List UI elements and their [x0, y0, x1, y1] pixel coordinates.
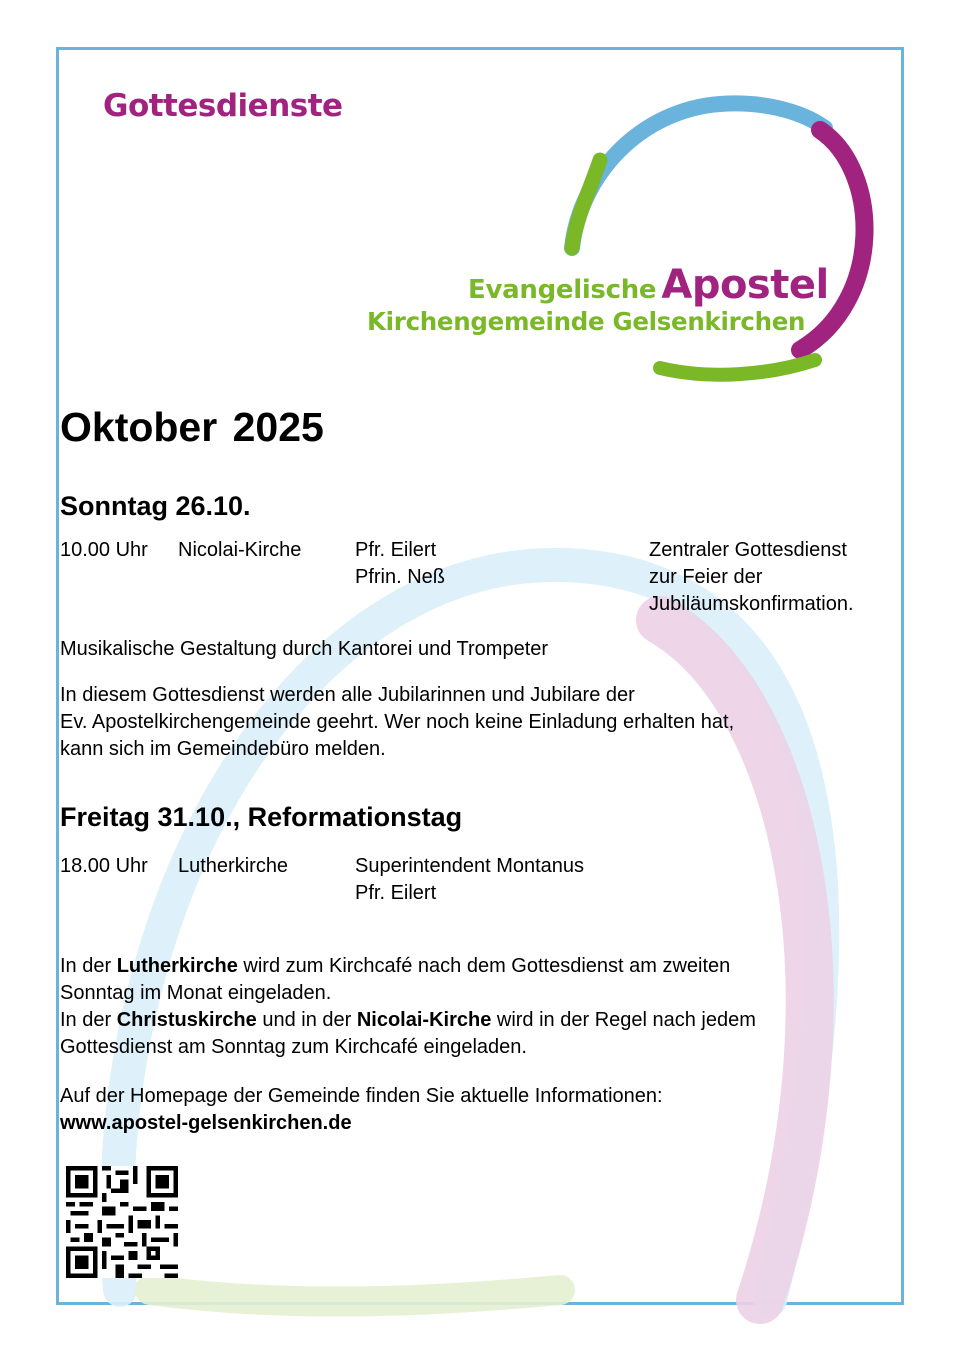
org-name-line1: [468, 262, 829, 308]
service-description-line: kann sich im Gemeindebüro melden.: [60, 738, 386, 760]
org-name-line2: Kirchengemeinde Gelsenkirchen: [367, 307, 806, 336]
service-description-line: Ev. Apostelkirchengemeinde geehrt. Wer noch keine Einladung erhalten hat,: [60, 711, 735, 733]
service-pastor: Superintendent Montanus: [355, 855, 585, 877]
month-title: Oktober 2025: [60, 404, 324, 450]
qr-code-icon[interactable]: [66, 1166, 178, 1278]
cafe-text-line: Gottesdienst am Sonntag zum Kirchcafé eingeladen.: [60, 1036, 527, 1058]
org-name-evangelische: Evangelische: [468, 275, 657, 305]
service-time: 10.00 Uhr: [60, 539, 148, 561]
service-day-title: Freitag 31.10., Reformationstag: [60, 802, 463, 832]
service-time: 18.00 Uhr: [60, 855, 148, 877]
service-music: Musikalische Gestaltung durch Kantorei und Trompeter: [60, 638, 549, 660]
homepage-link[interactable]: www.apostel-gelsenkirchen.de: [60, 1112, 352, 1134]
cafe-text: wird in der Regel nach jedem: [491, 1009, 756, 1031]
service-note-line: zur Feier der: [649, 566, 763, 588]
service-note-line: Zentraler Gottesdienst: [649, 539, 847, 561]
cafe-church-name: Nicolai-Kirche: [356, 1009, 492, 1031]
service-church: Lutherkirche: [178, 855, 289, 877]
service-description-line: In diesem Gottesdienst werden alle Jubilarinnen und Jubilare der: [60, 684, 635, 706]
service-pastor: Pfrin. Neß: [355, 566, 446, 588]
cafe-text-line: Sonntag im Monat eingeladen.: [60, 982, 332, 1004]
cafe-text: In der: [60, 1009, 117, 1031]
cafe-church-name: Christuskirche: [116, 1009, 257, 1031]
service-day-title: Sonntag 26.10.: [60, 491, 251, 521]
homepage-text: Auf der Homepage der Gemeinde finden Sie aktuelle Informationen:: [60, 1085, 663, 1107]
cafe-text-line: [60, 1007, 756, 1034]
service-note-line: Jubiläumskonfirmation.: [649, 593, 854, 615]
service-church: Nicolai-Kirche: [178, 539, 302, 561]
org-name-apostel: Apostel: [661, 262, 829, 308]
cafe-church-name: Lutherkirche: [116, 955, 238, 977]
cafe-text: wird zum Kirchcafé nach dem Gottesdienst am zweiten: [237, 955, 731, 977]
cafe-text: und in der: [256, 1009, 357, 1031]
service-pastor: Pfr. Eilert: [355, 539, 437, 561]
page-heading: Gottesdienste: [103, 88, 343, 124]
cafe-text-line: [60, 953, 730, 980]
service-pastor: Pfr. Eilert: [355, 882, 437, 904]
cafe-text: In der: [60, 955, 117, 977]
